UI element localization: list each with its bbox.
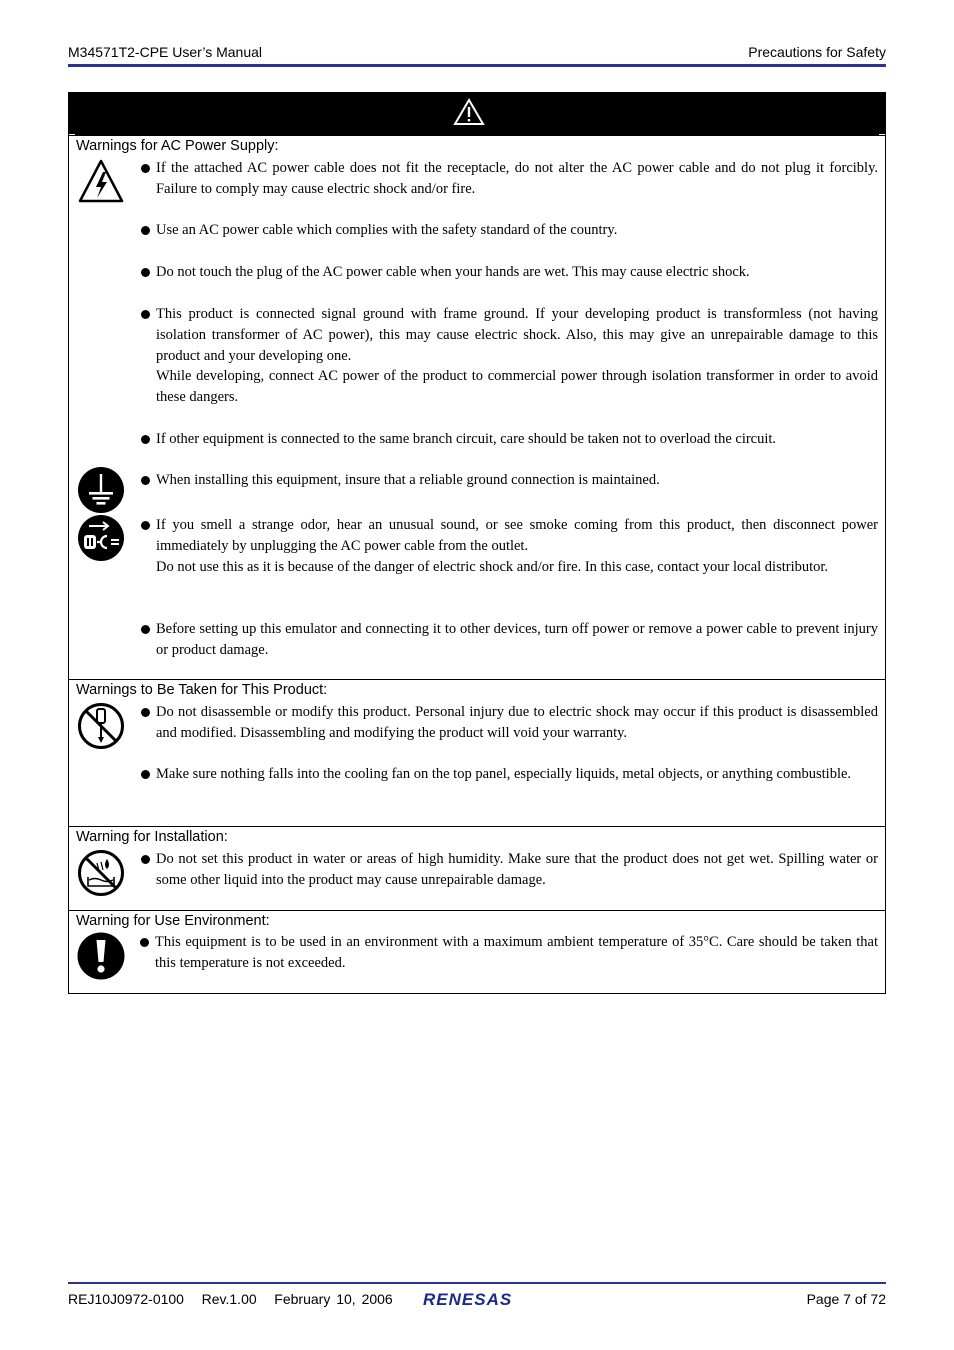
list-item: Use an AC power cable which complies with the safety standard of the country. [141, 220, 878, 241]
list-item: If other equipment is connected to the same branch circuit, care should be taken not to overload the circuit. [141, 429, 878, 450]
list-item: Before setting up this emulator and connecting it to other devices, turn off power or remove a power cable to prevent injury or product damage. [141, 619, 878, 661]
list-item: When installing this equipment, insure that a reliable ground connection is maintained. [141, 470, 878, 491]
exclamation-icon [77, 932, 125, 980]
footer-rule [68, 1282, 886, 1284]
electric-shock-icon [77, 158, 125, 206]
section-title: Warnings to Be Taken for This Product: [76, 682, 328, 698]
warning-banner [69, 93, 885, 135]
section-installation [69, 826, 885, 910]
page-number: Page 7 of 72 [806, 1291, 886, 1307]
header-title: M34571T2-CPE User’s Manual [68, 44, 263, 60]
no-disassembly-icon [77, 702, 125, 750]
renesas-logo [421, 1288, 533, 1310]
list-item: Make sure nothing falls into the cooling fan on the top panel, especially liquids, metal objects, or anything combustible. [141, 764, 878, 785]
section-use-environment [69, 910, 885, 993]
list-item: This product is connected signal ground with frame ground. If your developing product is transformless (not having isolation transformer of AC power), this may cause electric shock. Also, this may give an unrepairable damage to this product and your developing one. While developing, connect AC power of the product to commercial power through isolation transformer in order to avoid these dangers. [141, 304, 878, 408]
list-item: Do not disassemble or modify this product. Personal injury due to electric shock may occur if this product is disassembled and modified. Disassembling and modifying the product will void your warranty. [141, 702, 878, 744]
list-item: If you smell a strange odor, hear an unusual sound, or see smoke coming from this product, then disconnect power immediately by unplugging the AC power cable from the outlet. Do not use this as it is because of the danger of electric shock and/or fire. In this case, contact your local distributor. [141, 515, 878, 577]
document-number: REJ10J0972-0100 Rev.1.00 February 10, 2006 [68, 1291, 393, 1307]
section-title: Warnings for AC Power Supply: [76, 138, 279, 154]
ground-icon [77, 466, 125, 514]
warning-box [68, 92, 886, 994]
header-section: Precautions for Safety [748, 44, 886, 60]
header-rule [68, 64, 886, 67]
section-title: Warning for Installation: [76, 829, 228, 845]
list-item: This equipment is to be used in an environment with a maximum ambient temperature of 35°C. Care should be taken that this temperature is not exceeded. [140, 932, 878, 974]
unplug-icon [77, 514, 125, 562]
list-item: If the attached AC power cable does not fit the receptacle, do not alter the AC power cable and do not plug it forcibly. Failure to comply may cause electric shock and/or fire. [141, 158, 878, 200]
warning-triangle-icon [453, 98, 485, 126]
svg-text:RENESAS: RENESAS [423, 1290, 513, 1309]
section-title: Warning for Use Environment: [76, 913, 270, 929]
section-product [69, 679, 885, 826]
section-ac-power [69, 135, 885, 679]
list-item: Do not touch the plug of the AC power cable when your hands are wet. This may cause electric shock. [141, 262, 878, 283]
no-water-icon [77, 849, 125, 897]
list-item: Do not set this product in water or areas of high humidity. Make sure that the product does not get wet. Spilling water or some other liquid into the product may cause unrepairable damage. [141, 849, 878, 891]
